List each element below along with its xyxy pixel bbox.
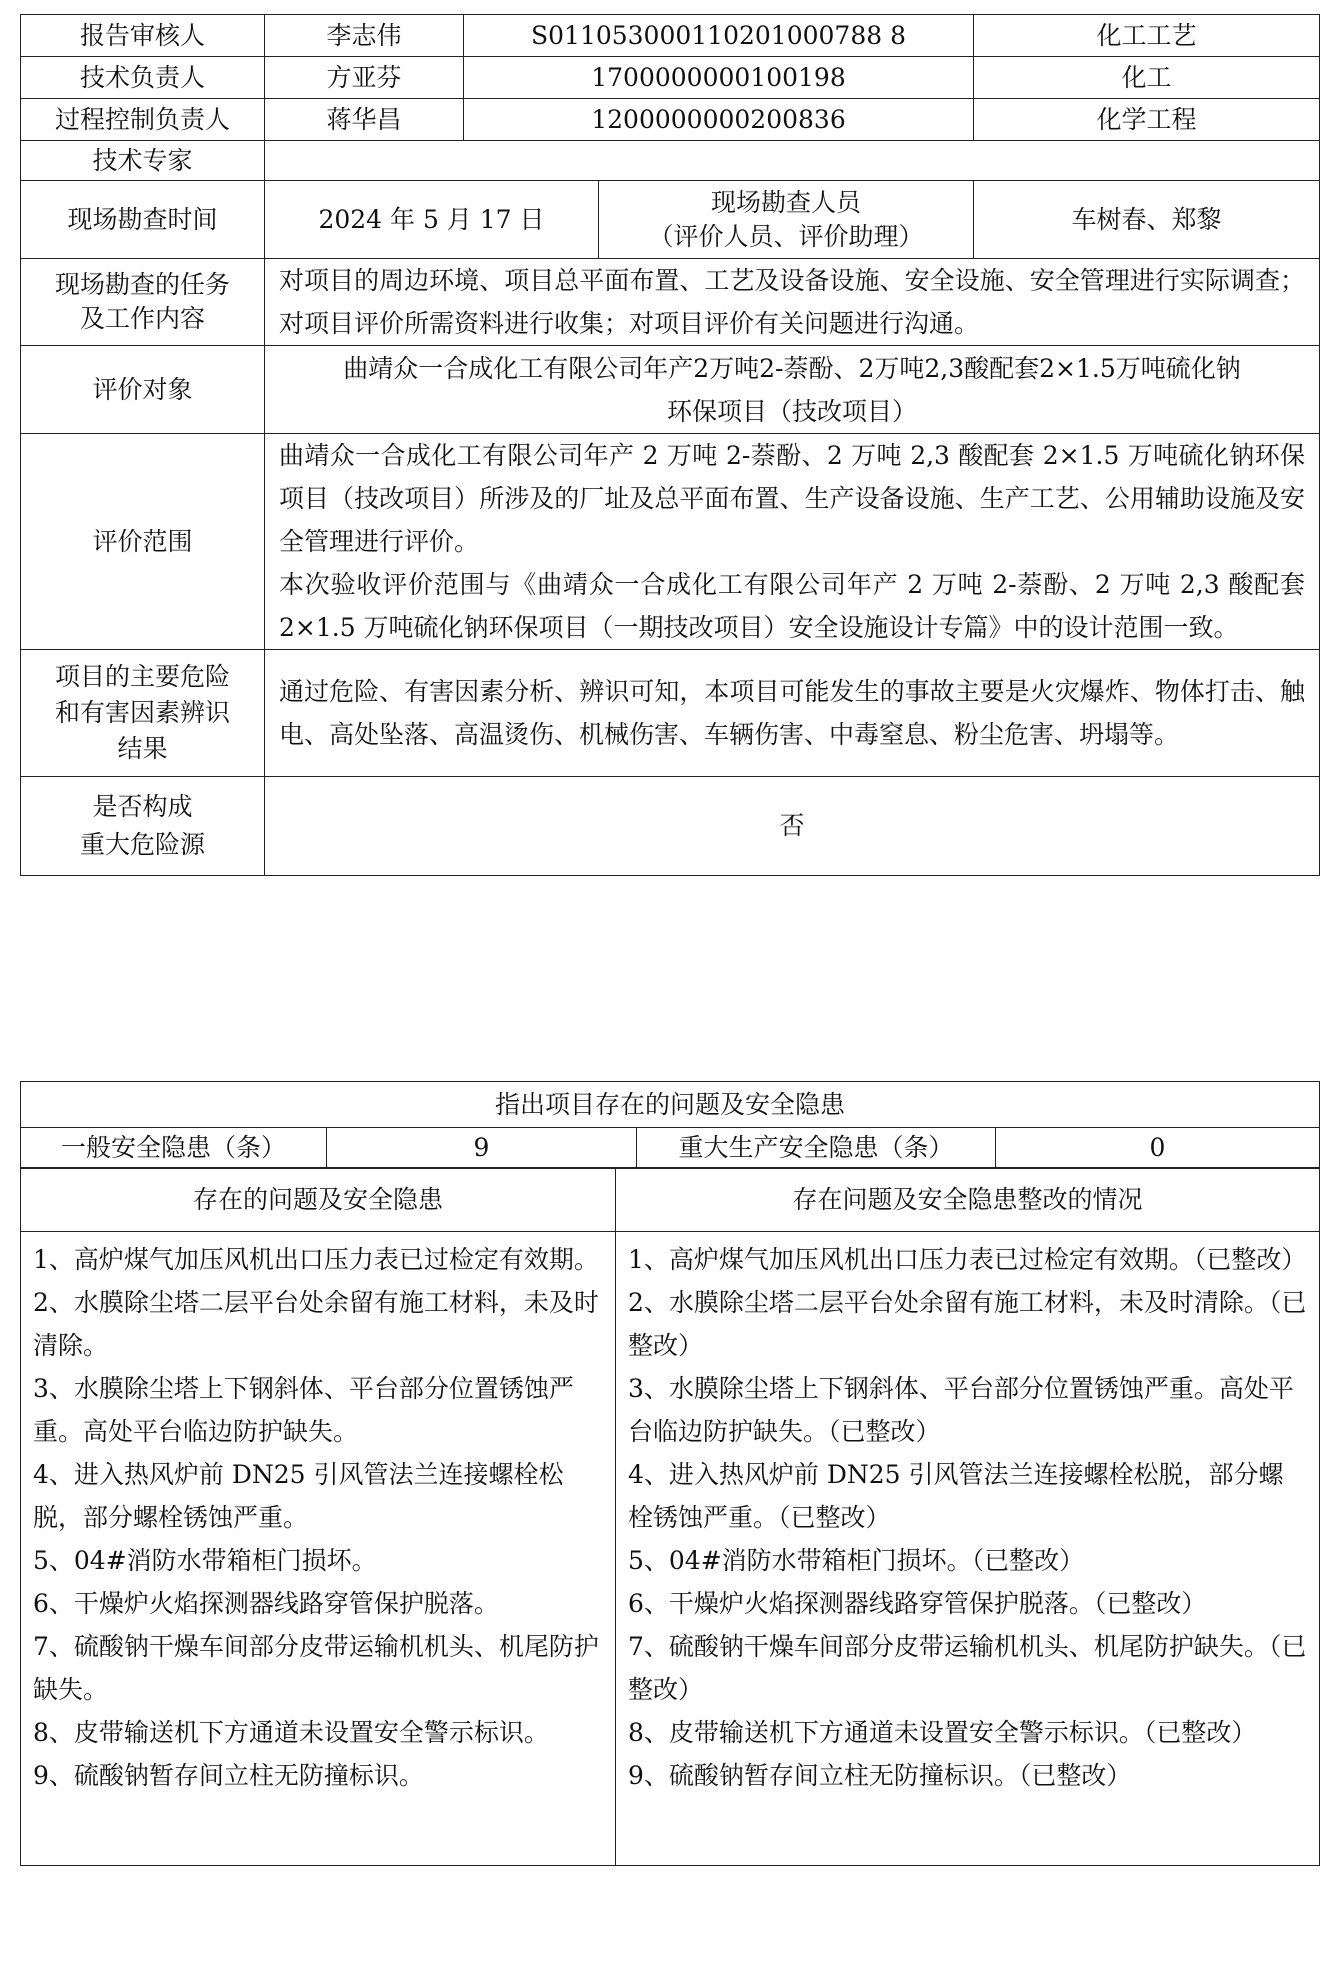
list-item: 3、水膜除尘塔上下钢斜体、平台部分位置锈蚀严重。高处平台临边防护缺失。（已整改） [628,1374,1294,1446]
major-cell: 化工 [974,57,1320,99]
expert-row [21,141,1320,181]
name-cell: 蒋华昌 [265,99,464,141]
survey-staff-value: 车树春、郑黎 [974,181,1320,259]
cert-cell: 1700000000100198 [464,57,974,99]
list-item: 2、水膜除尘塔二层平台处余留有施工材料，未及时清除。 [33,1288,599,1360]
list-item: 9、硫酸钠暂存间立柱无防撞标识。（已整改） [628,1761,1132,1790]
general-hazard-count: 9 [327,1128,637,1169]
scope-paragraph-2: 本次验收评价范围与《曲靖众一合成化工有限公司年产 2 万吨 2-萘酚、2 万吨 2,3 酸配套 2×1.5 万吨硫化钠环保项目（一期技改项目）安全设施设计专篇》中的设计范围一致。 [279,570,1305,642]
expert-value [265,141,1320,181]
hazard-label-line3: 结果 [117,734,168,763]
hazard-label [21,650,265,777]
task-label [21,259,265,346]
role-cell: 报告审核人 [21,15,265,57]
object-line2: 环保项目（技改项目） [666,396,917,426]
hazard-text: 通过危险、有害因素分析、辨识可知，本项目可能发生的事故主要是火灾爆炸、物体打击、触电、高处坠落、高温烫伤、机械伤害、车辆伤害、中毒窒息、粉尘危害、坍塌等。 [265,650,1320,777]
survey-staff-label-line2: （评价人员、评价助理） [648,221,924,251]
major-cell: 化工工艺 [974,15,1320,57]
list-item: 9、硫酸钠暂存间立柱无防撞标识。 [33,1761,424,1790]
hazard-row [21,650,1320,777]
survey-time-label: 现场勘查时间 [21,181,265,259]
object-text [265,346,1320,434]
issues-detail-table [20,1167,1320,1866]
list-item: 5、04#消防水带箱柜门损坏。 [33,1546,377,1575]
major-hazard-label [21,777,265,876]
role-cell: 技术负责人 [21,57,265,99]
role-cell: 过程控制负责人 [21,99,265,141]
hazard-label-line1: 项目的主要危险 [54,662,230,691]
task-label-line2: 及工作内容 [79,304,205,333]
list-item: 8、皮带输送机下方通道未设置安全警示标识。（已整改） [628,1718,1257,1747]
object-line1: 曲靖众一合成化工有限公司年产2万吨2-萘酚、2万吨2,3酸配套2×1.5万吨硫化钠 [343,353,1241,383]
list-item: 5、04#消防水带箱柜门损坏。（已整改） [628,1546,1085,1575]
scope-label: 评价范围 [21,434,265,650]
major-hazard-count: 0 [996,1128,1320,1169]
major-hazard-row [21,777,1320,876]
object-label: 评价对象 [21,346,265,434]
list-item: 8、皮带输送机下方通道未设置安全警示标识。 [33,1718,549,1747]
survey-row [21,181,1320,259]
major-hazard-label-line2: 重大危险源 [79,830,205,859]
list-item: 6、干燥炉火焰探测器线路穿管保护脱落。 [33,1589,499,1618]
list-item: 1、高炉煤气加压风机出口压力表已过检定有效期。 [33,1245,599,1274]
rectification-column-header: 存在问题及安全隐患整改的情况 [616,1168,1320,1232]
scope-text [265,434,1320,650]
list-item: 7、硫酸钠干燥车间部分皮带运输机机头、机尾防护缺失。 [33,1632,599,1704]
list-item: 2、水膜除尘塔二层平台处余留有施工材料，未及时清除。（已整改） [628,1288,1307,1360]
object-row [21,346,1320,434]
issues-title: 指出项目存在的问题及安全隐患 [21,1082,1320,1128]
problems-column-header: 存在的问题及安全隐患 [21,1168,616,1232]
list-item: 3、水膜除尘塔上下钢斜体、平台部分位置锈蚀严重。高处平台临边防护缺失。 [33,1374,574,1446]
task-row [21,259,1320,346]
task-label-line1: 现场勘查的任务 [54,270,230,299]
scope-row [21,434,1320,650]
people-row [21,57,1320,99]
hazard-label-line2: 和有害因素辨识 [54,698,230,727]
major-hazard-label-line1: 是否构成 [92,792,193,821]
report-info-table [20,14,1320,876]
problems-list [21,1232,616,1866]
name-cell: 李志伟 [265,15,464,57]
rectification-list [616,1232,1320,1866]
major-cell: 化学工程 [974,99,1320,141]
task-text: 对项目的周边环境、项目总平面布置、工艺及设备设施、安全设施、安全管理进行实际调查；对项目评价所需资料进行收集；对项目评价有关问题进行沟通。 [265,259,1320,346]
survey-staff-label-line1: 现场勘查人员 [710,187,861,217]
cert-cell: S011053000110201000788 8 [464,15,974,57]
issues-count-row [21,1128,1320,1169]
issues-table [20,1081,1320,1169]
major-hazard-value: 否 [265,777,1320,876]
list-item: 1、高炉煤气加压风机出口压力表已过检定有效期。（已整改） [628,1245,1307,1274]
issues-list-row [21,1232,1320,1866]
expert-label: 技术专家 [21,141,265,181]
general-hazard-label: 一般安全隐患（条） [21,1128,327,1169]
people-row [21,99,1320,141]
scope-paragraph-1: 曲靖众一合成化工有限公司年产 2 万吨 2-萘酚、2 万吨 2,3 酸配套 2×1.5 万吨硫化钠环保项目（技改项目）所涉及的厂址及总平面布置、生产设备设施、生产工艺、公用辅助设施及安全管理进行评价。 [279,441,1305,556]
issues-header-row [21,1168,1320,1232]
list-item: 6、干燥炉火焰探测器线路穿管保护脱落。（已整改） [628,1589,1207,1618]
people-row [21,15,1320,57]
issues-title-row [21,1082,1320,1128]
survey-time-value: 2024 年 5 月 17 日 [265,181,599,259]
name-cell: 方亚芬 [265,57,464,99]
survey-staff-label [599,181,974,259]
list-item: 4、进入热风炉前 DN25 引风管法兰连接螺栓松脱，部分螺栓锈蚀严重。（已整改） [628,1460,1284,1532]
list-item: 4、进入热风炉前 DN25 引风管法兰连接螺栓松脱，部分螺栓锈蚀严重。 [33,1460,564,1532]
major-hazard-count-label: 重大生产安全隐患（条） [637,1128,996,1169]
list-item: 7、硫酸钠干燥车间部分皮带运输机机头、机尾防护缺失。（已整改） [628,1632,1307,1704]
cert-cell: 1200000000200836 [464,99,974,141]
